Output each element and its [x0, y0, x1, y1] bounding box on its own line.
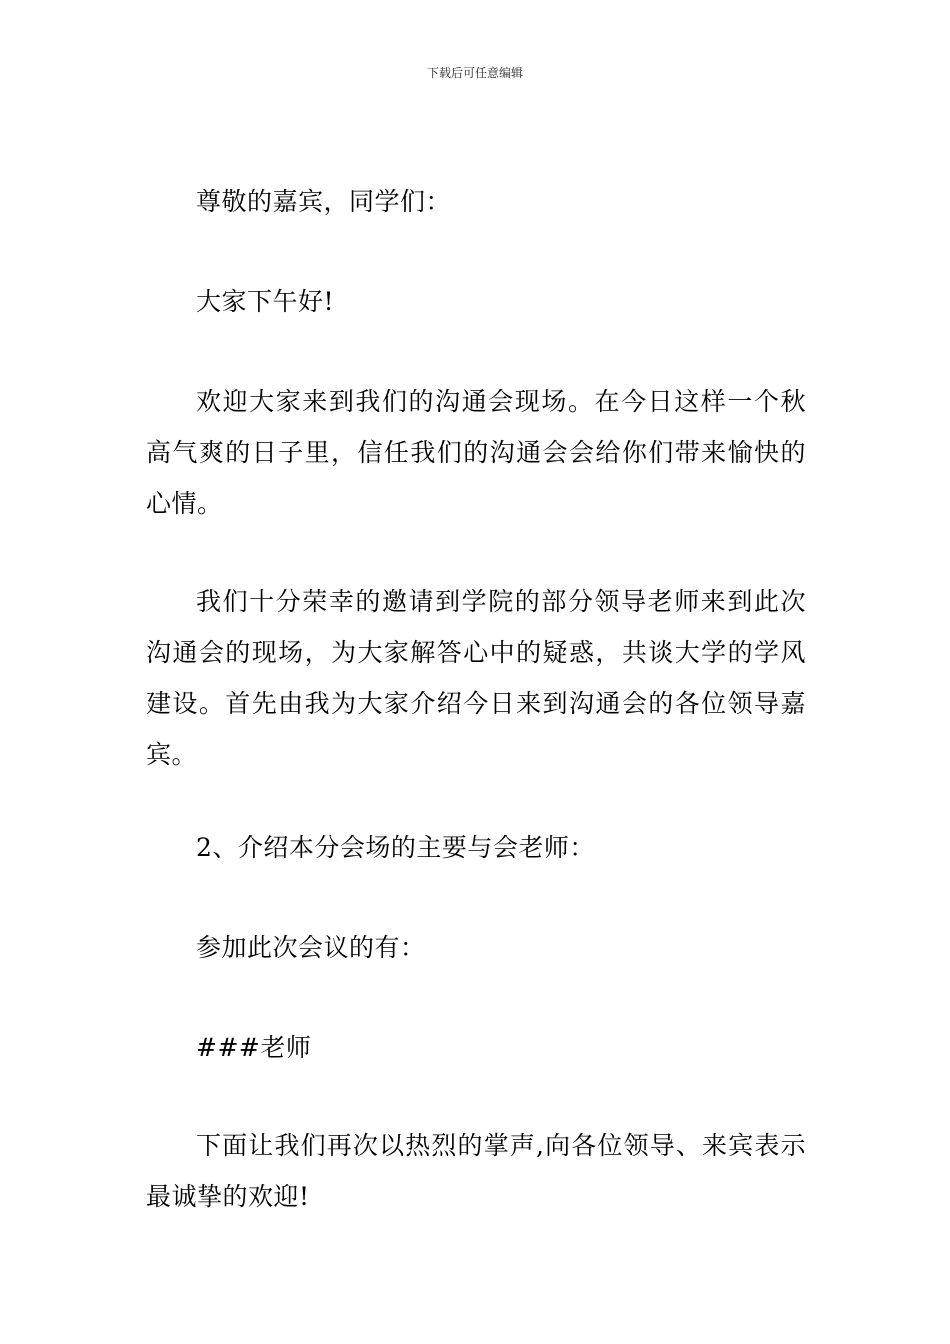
paragraph-section-2: 2、介绍本分会场的主要与会老师：: [196, 833, 595, 862]
paragraph-applause: 下面让我们再次以热烈的掌声,向各位领导、来宾表示最诚挚的欢迎!: [146, 1131, 806, 1211]
paragraph-greeting: 尊敬的嘉宾，同学们：: [196, 187, 452, 216]
paragraph-attendees: 参加此次会议的有：: [196, 933, 426, 962]
paragraph-teacher: ###老师: [196, 1033, 312, 1062]
paragraph-welcome: 欢迎大家来到我们的沟通会现场。在今日这样一个秋高气爽的日子里，信任我们的沟通会会给你们带来愉快的心情。: [146, 387, 806, 518]
paragraph-good-afternoon: 大家下午好!: [196, 287, 335, 316]
paragraph-introduction: 我们十分荣幸的邀请到学院的部分领导老师来到此次沟通会的现场，为大家解答心中的疑惑，共谈大学的学风建设。首先由我为大家介绍今日来到沟通会的各位领导嘉宾。: [146, 587, 806, 769]
page-header: 下载后可任意编辑: [426, 66, 523, 80]
